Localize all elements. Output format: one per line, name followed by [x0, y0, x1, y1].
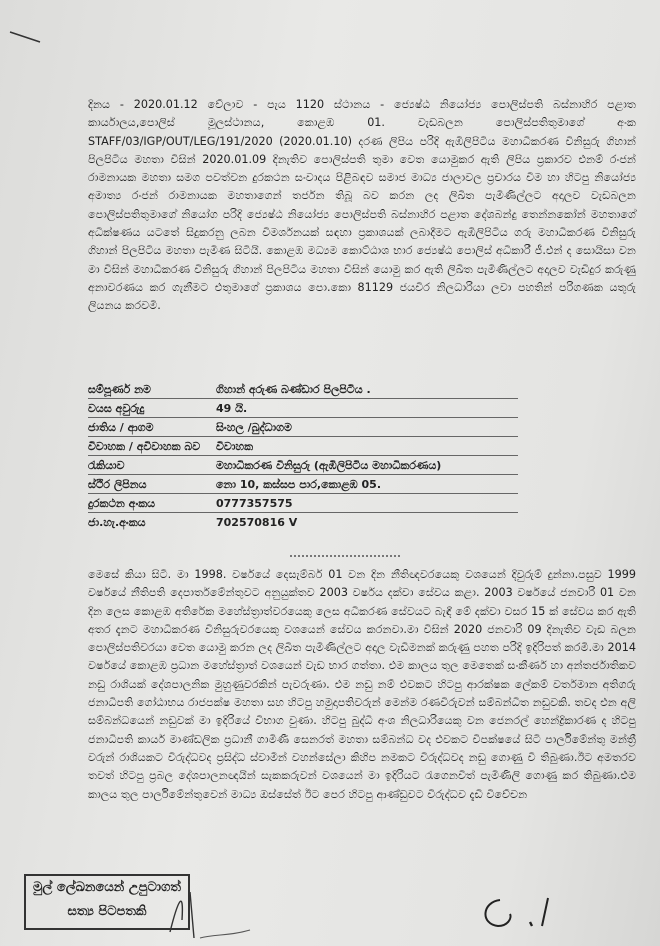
detail-value: 0777357575 — [216, 497, 293, 510]
statement-intro-paragraph: දිනය - 2020.01.12 වේලාව - පැය 1120 ස්ථානය - ජ්‍යෙෂ්ඨ නියෝජ්‍ය පොලිස්පති බස්නාහිර පළාත කාර්යාලය,පොලිස් මූලස්ථානය, කොළඹ 01. වැඩබලන පොලිස්පතිතුමාගේ අංක STAFF/03/IGP/OUT/LEG/191/2020 (2020.01.10) දරණ ලිපිය පරිදි ඇඹිලිපිටිය මහාධිකරණ විනිසුරු ගිහාන් පිලපිටිය මහතා විසින් 2020.01.09 දිනැතිව පොලිස්පති තුමා වෙත යොමුකර ඇති ලිපිය ප්‍රකාරව එනම් රංජන් රාමනායක මහතා සමග පවත්වන දුරකථන සංවාදය පිළිබඳව සමාජ මාධ්‍ය ජාලාවල ප්‍රචාරය වීම හා හිටපු නියෝජ්‍ය අමාත්‍ය රංජන් රාමනායක මහතාගෙන් තර්ජන තිබූ බව කරන ලද ලිඛිත පැමිණිල්ලට අදාලව වැඩබලන පොලිස්පතිතුමාගේ නියෝග පරිදි ජ්‍යෙෂ්ඨ නියෝජ්‍ය පොලිස්පති බස්නාහිර පළාත දේශබන්දු තෙන්නකෝන් මහතාගේ අධීක්ෂණය යටතේ සිදුකරනු ලබන විමර්ශනයක් සඳහා ප්‍රකාශයක් ලබාදීමට ඇඹිලිපිටිය ගරු මහාධිකරණ විනිසුරු ගිහාන් පිලපිටිය මහතා පැමිණ සිටියි. කොළඹ මධ්‍යම කොට්ඨාශ භාර ජ්‍යෙෂ්ඨ පොලිස් අධිකාරී ජී.එන් ද සොයිසා වන මා විසින් මහාධිකරණ විනිසුරු ගිහාන් පිලපිටිය මහතා විසින් යොමු කර ඇති ලිඛිත පැමිණිල්ලට අදාලව වැඩිදුර කරුණු අනාවරණය කර ගැනීමට එතුමාගේ ප්‍රකාශය පො.කො 81129 ජයවීර නිලධාරියා ලවා පහතින් පරිගණක යතුරු ලියනය කරවමි. — [88, 98, 636, 313]
signature — [470, 880, 570, 940]
personal-details-table — [88, 380, 518, 532]
detail-label: ස්ථිර ලිපිනය — [88, 477, 147, 491]
detail-row-age — [88, 399, 518, 418]
detail-row-occupation — [88, 456, 518, 475]
detail-row-race-religion — [88, 418, 518, 437]
detail-value: 49 යි. — [216, 401, 248, 415]
stamp-line-1: මුල් ලේඛනයෙන් උපුටාගත් — [33, 880, 181, 895]
detail-label: දුරකථන අංකය — [88, 496, 156, 510]
detail-value: 702570816 V — [216, 516, 298, 529]
detail-value: සිංහල /බුද්ධාගම — [216, 420, 292, 434]
detail-value: විවාහක — [216, 439, 254, 453]
detail-label: විවාහක / අවිවාහක බව — [88, 439, 201, 453]
detail-value: ගිහාන් අරුණ බණ්ඩාර පිලපිටිය . — [216, 382, 371, 396]
corner-pen-mark — [8, 30, 42, 44]
detail-row-phone — [88, 494, 518, 513]
detail-label: රැකියාව — [88, 458, 125, 472]
detail-row-nic — [88, 513, 518, 532]
statement-body-paragraph: මෙසේ කියා සිටී. මා 1998. වර්ෂයේ දෙසැම්බර් 01 වන දින නීතිඥවරයෙකු වශයෙන් දිවුරුම් දුන්නා.පසුව 1999 වර්ෂයේ නීතිපති දෙපාර්තමේන්තුවට අනුයුක්තව 2003 වර්ෂය දක්වා සේවය කළා. 2003 වර්ෂයේ ජනවාරි 01 වන දින ලෙස කොළඹ අතිරේක මහේස්ත්‍රාත්වරයෙකු ලෙස අධිකරණ සේවයට බැඳී මේ දක්වා වසර 15 ක් සේවය කර ඇති අතර දැනට මහාධිකරණ විනිසුරුවරයෙකු වශයෙන් සේවය කරනවා.මා විසින් 2020 ජනවාරි 09 දිනැතිව වැඩ බලන පොලිස්පතිවරයා වෙත යොමු කරන ලද ලිඛිත පැමිණිල්ලට අදාල වැඩිමනක් කරුණු පහත පරිදි ඉදිරිපත් කරමි.මා 2014 වර්ෂයේ කොළඹ ප්‍රධාන මහේස්ත්‍රාත් වශයෙන් වැඩ භාර ගත්තා. එම කාලය තුල මෙතෙක් සංකීර්ණ හා අන්තර්ජාතිකව නඩු රාශියක් දේශපාලනික මුහුණුවරකින් පැවරුණා. එම නඩු නම් එවකට හිටපු ආරක්ෂක ලේකම් වර්තමාන අතිගරු ජනාධිපති ගෝඨාභය රාජපක්ෂ මහතා සහ හිටපු හමුදාපතිවරුන් මෙන්ම රණවිරුවන් සම්බන්ධිත නඩුවකි. තවද එන අලි සම්බන්ධයෙන් නඩුවක් මා ඉදිරියේ විභාග වුණා. හිටපු බුද්ධි අංශ නිලධාරියෙකු වන ජෙනරල් හෙන්ද්‍රිකාරණ ද හිටපු ජනාධිපති කාර්ය මාණ්ඩලික ප්‍රධානී ගාමිණී සෙනරත් මහතා සම්බන්ධ වද එවකට විපක්ෂයේ සිටි පාර්ලිමේන්තු මන්ත්‍රී වරුන් රාශියකට විරුද්ධවද ප්‍රසිද්ධ ස්වාමීන් වහන්සේලා කිහිප නමකට විරුද්ධවද නඩු ගොණු වී තිබුණා.ඊට අමතරව තවත් හිටපු ප්‍රබල දේශපාලනඥයින් සැකකරුවන් වශයෙන් මා ඉදිරියට රැගෙනවිත් පැමිණිලි ගොණු කර තිබුණා.එම කාලය තුල පාර්ලිමේන්තුවෙන් මාධ්‍ය ඔස්සේත් ඊට පෙර හිටපු ආණ්ඩුවට විරුද්ධව දැඩි විවේචන — [88, 568, 636, 801]
detail-row-full-name — [88, 380, 518, 399]
stamp-line-2: සත්‍ය පිටපතකි — [67, 904, 147, 919]
detail-label: වයස අවුරුදු — [88, 401, 145, 415]
detail-label: ජා.හැ.අංකය — [88, 515, 146, 529]
detail-label: සම්පූර්ණ නම — [88, 382, 151, 396]
detail-label: ජාතිය / ආගම — [88, 420, 154, 434]
detail-value: මහාධිකරණ විනිසුරු (ඇඹිලිපිටිය මහාධිකරණය) — [216, 458, 442, 472]
detail-value: නො 10, කස්සප පාර,කොළඹ 05. — [216, 477, 382, 491]
stamp-initials-scribble — [160, 880, 260, 940]
detail-row-permanent-address — [88, 475, 518, 494]
dotted-separator — [290, 555, 400, 563]
detail-row-marital-status — [88, 437, 518, 456]
